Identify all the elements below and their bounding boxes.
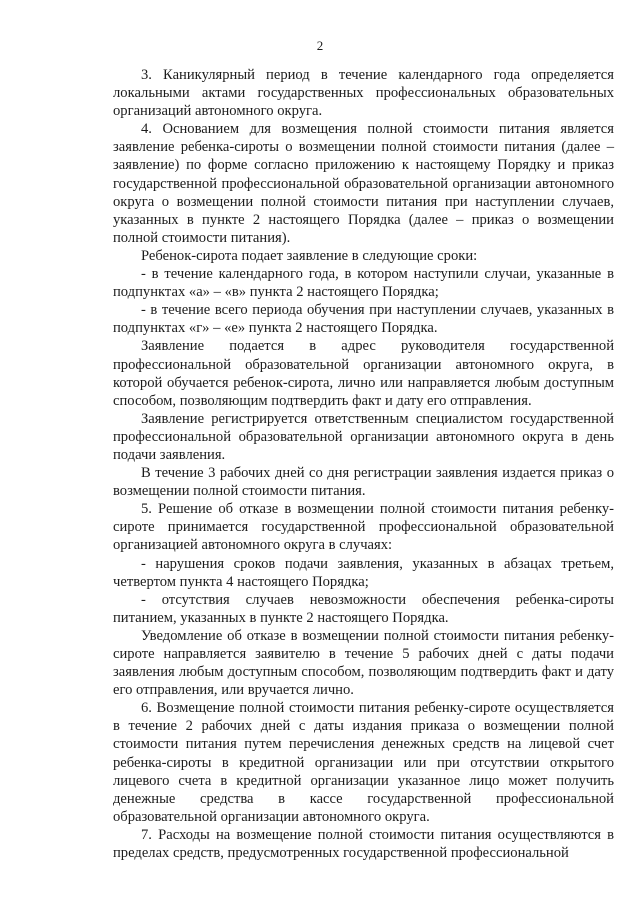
list-item-term-calendar-year: - в течение календарного года, в котором наступили случаи, указанные в подпунктах «а» – «в» пункта 2 настоящего Порядка;	[113, 266, 614, 301]
paragraph-holiday-period: 3. Каникулярный период в течение календарного года определяется локальными актами государственных профессиональных образовательных организаций автономного округа.	[113, 67, 614, 120]
paragraph-refusal-decision: 5. Решение об отказе в возмещении полной стоимости питания ребенку-сироте принимается государственной профессиональной образовательной организацией автономного округа в случаях:	[113, 501, 614, 554]
paragraph-application-terms: Ребенок-сирота подает заявление в следующие сроки:	[141, 247, 478, 264]
list-item-refusal-deadline-violation: - нарушения сроков подачи заявления, указанных в абзацах третьем, четвертом пункта 4 настоящего Порядка;	[113, 555, 614, 590]
paragraph-compensation-basis: 4. Основанием для возмещения полной стоимости питания является заявление ребенка-сироты о возмещении полной стоимости питания (далее – заявление) по форме согласно приложению к настоящему Порядку и приказ государственной профессиональной образовательной организации автономного округа о возмещении полной стоимости питания при наступлении случаев, указанных в пункте 2 настоящего Порядка (далее – приказ о возмещении полной стоимости питания).	[113, 121, 614, 246]
document-body	[113, 66, 614, 862]
paragraph-refusal-notification: Уведомление об отказе в возмещении полной стоимости питания ребенку-сироте направляется заявителю в течение 5 рабочих дней с даты подачи заявления любым доступным способом, позволяющим подтвердить факт и дату его отправления, или вручается лично.	[113, 627, 614, 699]
list-item-term-study-period: - в течение всего периода обучения при наступлении случаев, указанных в подпунктах «г» – «е» пункта 2 настоящего Порядка.	[113, 302, 614, 337]
paragraph-expenses: 7. Расходы на возмещение полной стоимости питания осуществляются в пределах средств, предусмотренных государственной профессиональной	[113, 826, 614, 862]
paragraph-order-issuance: В течение 3 рабочих дней со дня регистрации заявления издается приказ о возмещении полной стоимости питания.	[113, 465, 614, 500]
list-item-refusal-no-cases: - отсутствия случаев невозможности обеспечения ребенка-сироты питанием, указанных в пункте 2 настоящего Порядка.	[113, 591, 614, 626]
paragraph-application-registration: Заявление регистрируется ответственным специалистом государственной профессиональной образовательной организации автономного округа в день подачи заявления.	[113, 410, 614, 463]
paragraph-application-submission: Заявление подается в адрес руководителя государственной профессиональной образовательной организации автономного округа, в которой обучается ребенок-сирота, лично или направляется любым доступным способом, позволяющим подтвердить факт и дату его отправления.	[113, 338, 614, 409]
page-number: 2	[316, 38, 324, 53]
paragraph-compensation-payment: 6. Возмещение полной стоимости питания ребенку-сироте осуществляется в течение 2 рабочих дней с даты издания приказа о возмещении полной стоимости питания путем перечисления денежных средств на лицевой счет ребенка-сироты в кредитной организации или при отсутствии открытого лицевого счета в кредитной организации указанное лицо может получить денежные средства в кассе государственной профессиональной образовательной организации автономного округа.	[113, 700, 614, 825]
